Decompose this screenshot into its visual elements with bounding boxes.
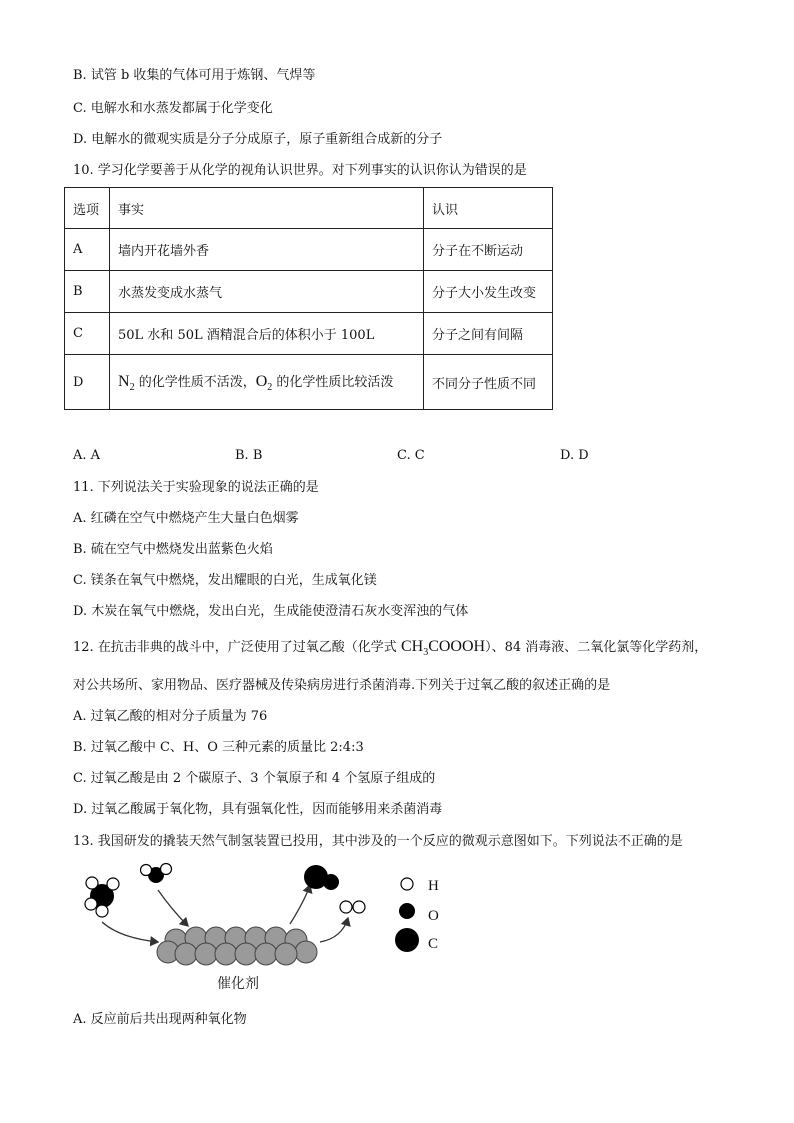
q11-option-b: B. 硫在空气中燃烧发出蓝紫色火焰 [73, 542, 273, 557]
row-view: 不同分子性质不同 [424, 355, 553, 410]
q12-stem-line1: 12. 在抗击非典的战斗中，广泛使用了过氧乙酸（化学式 $CH_3COOOH$）、84 消毒液、二氧化氯等化学药剂， [73, 638, 708, 659]
table-row [65, 271, 553, 313]
table-row [65, 355, 553, 410]
water-molecule [141, 864, 172, 884]
q13-option-a: A. 反应前后共出现两种氧化物 [73, 1012, 247, 1027]
table-row [65, 229, 553, 271]
arrow-in-1 [102, 922, 158, 942]
q12-option-d: D. 过氧乙酸属于氧化物，具有强氧化性，因而能够用来杀菌消毒 [73, 802, 443, 817]
choice-a: A. A [73, 448, 101, 463]
hydrogen-molecule [340, 901, 365, 913]
header-view: 认识 [424, 188, 553, 229]
choice-c: C. C [397, 448, 425, 463]
q11-option-c: C. 镁条在氧气中燃烧，发出耀眼的白光，生成氧化镁 [73, 573, 377, 588]
row-fact: 50L 水和 50L 酒精混合后的体积小于 100L [110, 313, 424, 355]
q11-stem: 11. 下列说法关于实验现象的说法正确的是 [73, 480, 319, 495]
catalyst-surface [157, 927, 317, 965]
q13-stem: 13. 我国研发的撬装天然气制氢装置已投用，其中涉及的一个反应的微观示意图如下。下列说法不正确的是 [73, 834, 683, 849]
row-view: 分子之间有间隔 [424, 313, 553, 355]
row-fact: 墙内开花墙外香 [110, 229, 424, 271]
q9-option-d: D. 电解水的微观实质是分子分成原子，原子重新组合成新的分子 [73, 132, 443, 147]
q11-option-a: A. 红磷在空气中燃烧产生大量白色烟雾 [73, 511, 299, 526]
row-fact: $N_2$ 的化学性质不活泼，$O_2$ 的化学性质比较活泼 [110, 355, 424, 410]
header-option: 选项 [65, 188, 110, 229]
row-fact: 水蒸发变成水蒸气 [110, 271, 424, 313]
arrow-out-2 [320, 918, 348, 942]
table-row [65, 313, 553, 355]
q12-option-c: C. 过氧乙酸是由 2 个碳原子、3 个氧原子和 4 个氢原子组成的 [73, 771, 436, 786]
formula-peracetic-acid: $CH_3COOOH$ [400, 638, 486, 659]
row-option: D [65, 355, 110, 410]
choice-b: B. B [235, 448, 263, 463]
methane-molecule [85, 877, 119, 917]
row-view: 分子大小发生改变 [424, 271, 553, 313]
q12-stem-line2: 对公共场所、家用物品、医疗器械及传染病房进行杀菌消毒.下列关于过氧乙酸的叙述正确的是 [73, 678, 611, 693]
carbon-monoxide-molecule [304, 865, 339, 890]
legend-h-label: H [428, 878, 439, 894]
row-option: A [65, 229, 110, 271]
legend-c-label: C [428, 936, 439, 952]
legend-o-label: O [428, 908, 439, 924]
formula-n2: $N_2$ [118, 372, 135, 394]
formula-o2: $O_2$ [255, 372, 273, 394]
table-header-row [65, 188, 553, 229]
atom-legend [395, 878, 439, 952]
q12-option-b: B. 过氧乙酸中 C、H、O 三种元素的质量比 2:4:3 [73, 740, 364, 755]
q9-option-c: C. 电解水和水蒸发都属于化学变化 [73, 101, 273, 116]
q9-option-b: B. 试管 b 收集的气体可用于炼钢、气焊等 [73, 68, 316, 83]
q12-option-a: A. 过氧乙酸的相对分子质量为 76 [73, 709, 268, 724]
row-option: C [65, 313, 110, 355]
catalyst-label: 催化剂 [217, 977, 259, 992]
header-fact: 事实 [110, 188, 424, 229]
reaction-diagram [80, 860, 480, 1000]
row-view: 分子在不断运动 [424, 229, 553, 271]
arrow-out-1 [290, 885, 310, 924]
choice-d: D. D [560, 448, 589, 463]
row-option: B [65, 271, 110, 313]
q10-stem: 10. 学习化学要善于从化学的视角认识世界。对下列事实的认识你认为错误的是 [73, 163, 527, 178]
arrow-in-2 [158, 890, 188, 926]
q10-table [64, 187, 553, 410]
q11-option-d: D. 木炭在氧气中燃烧，发出白光，生成能使澄清石灰水变浑浊的气体 [73, 604, 469, 619]
